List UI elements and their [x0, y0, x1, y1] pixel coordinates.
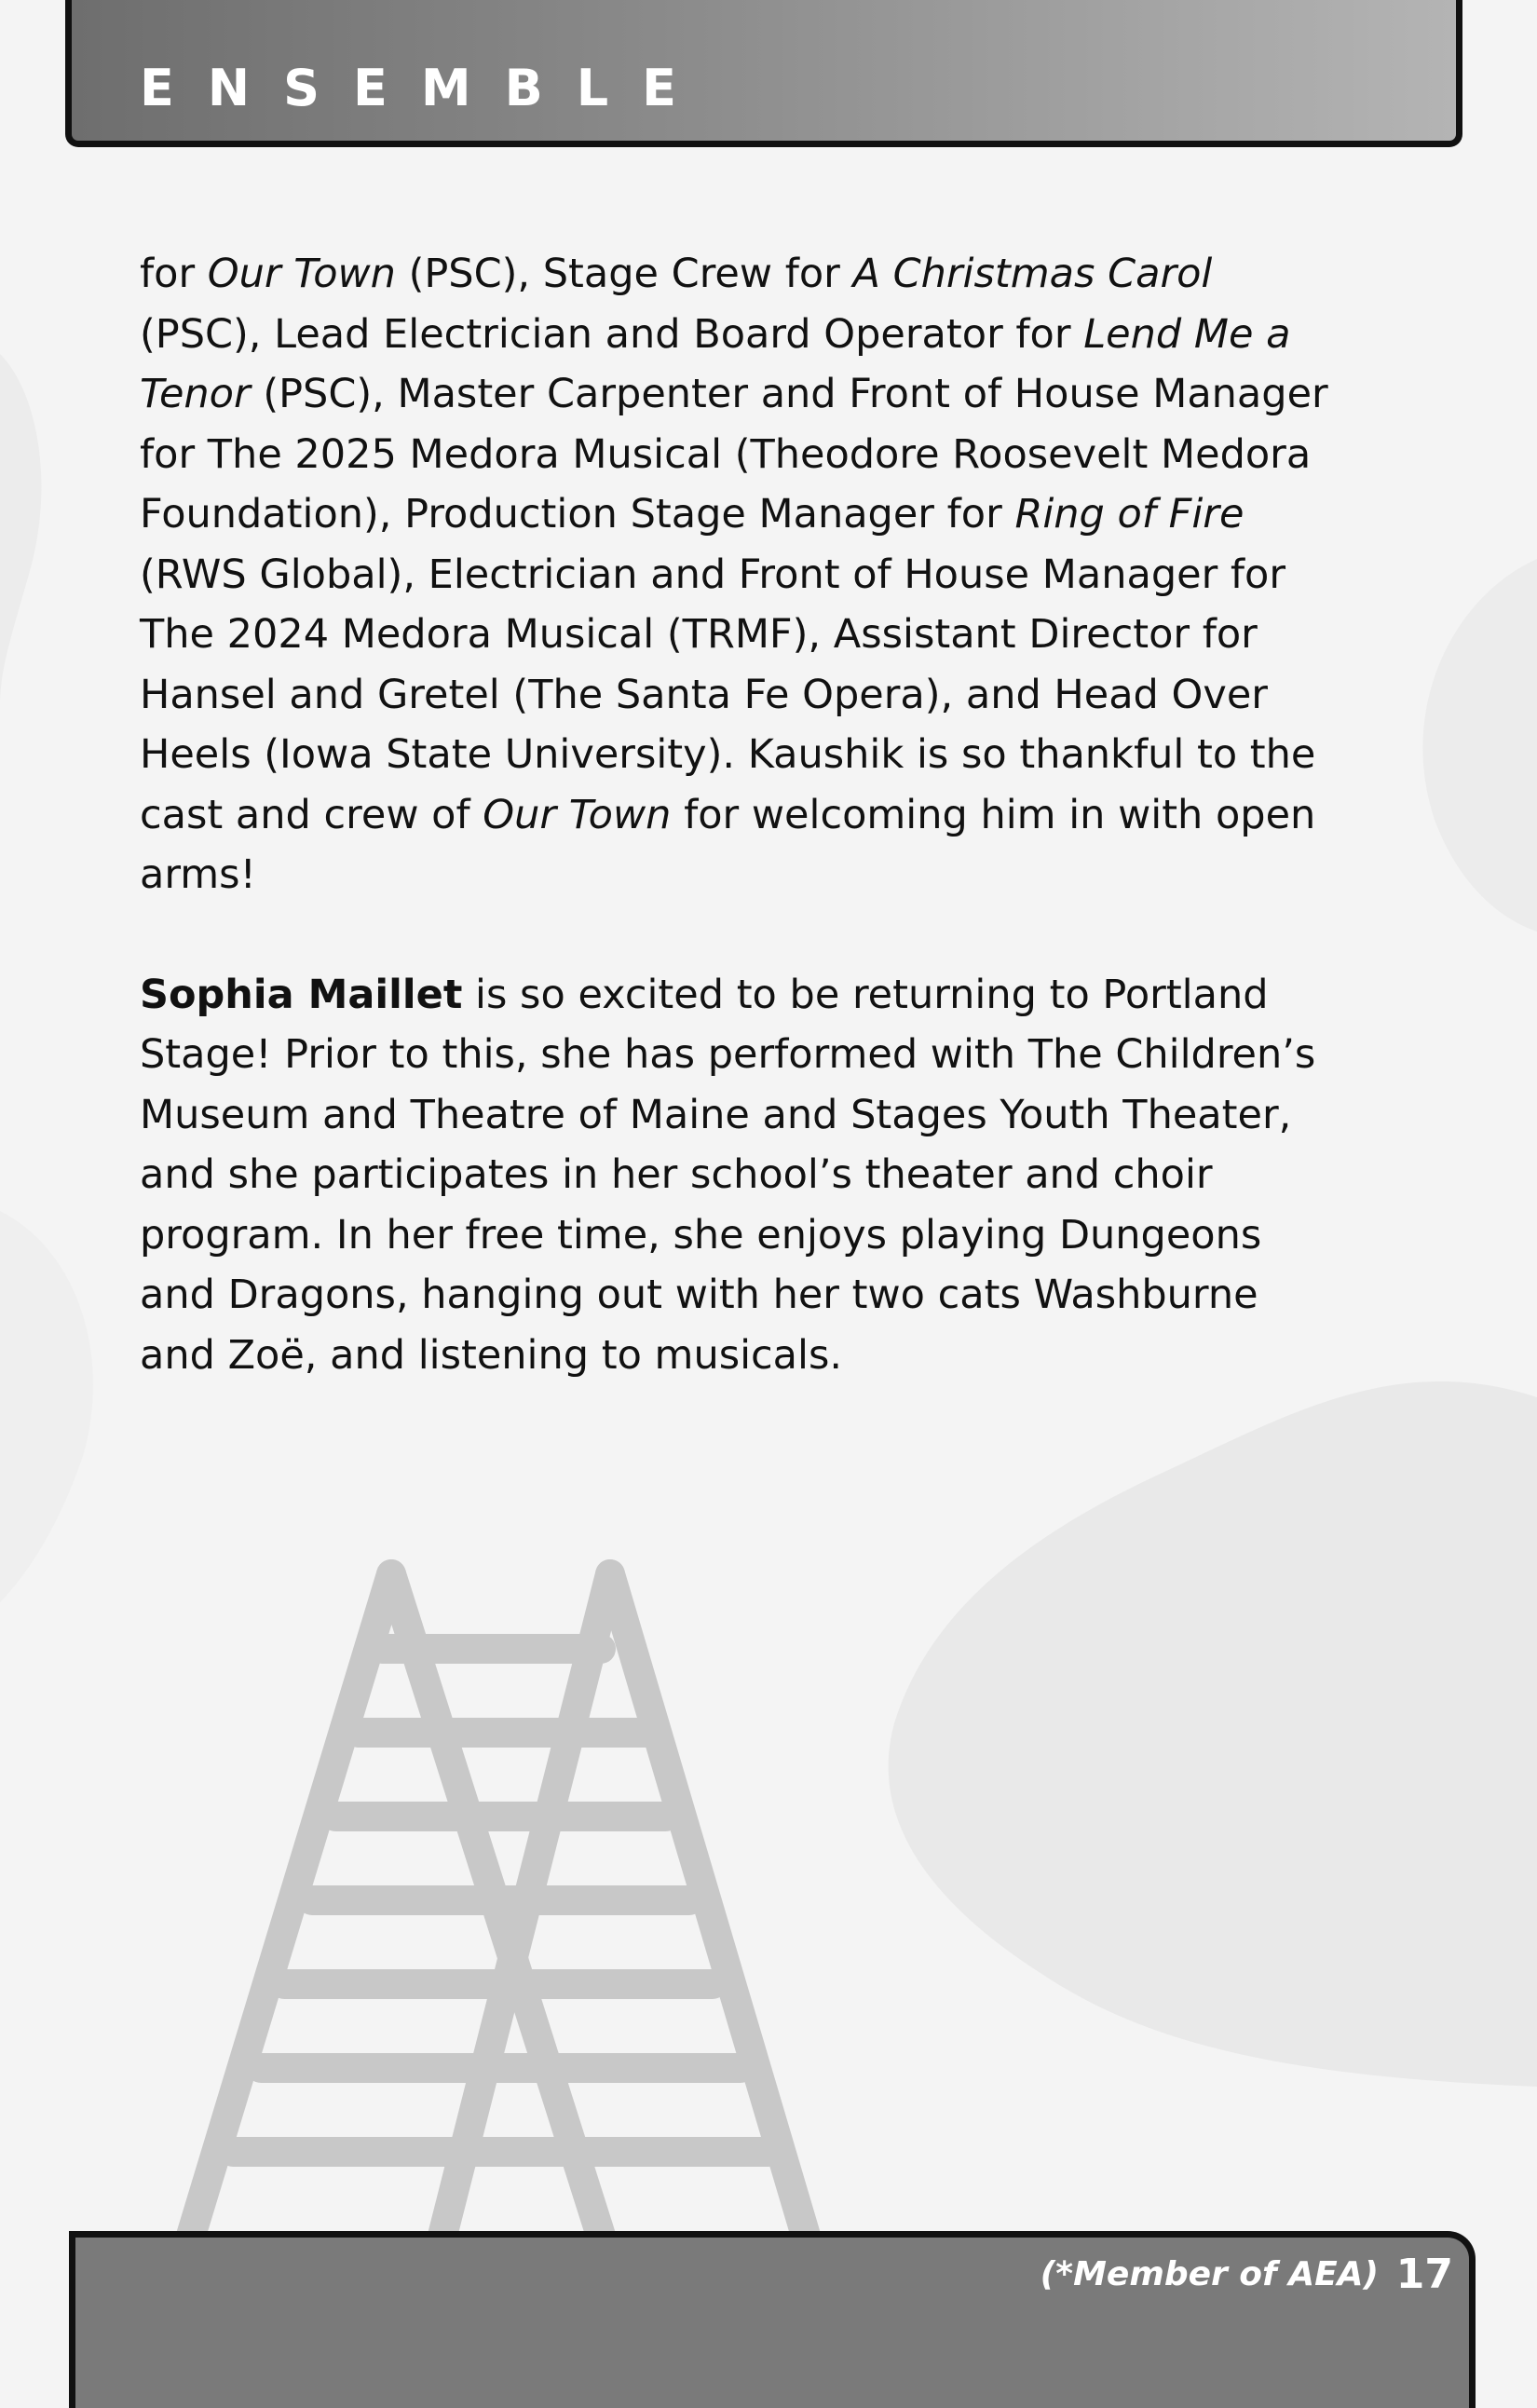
ladder-icon [172, 1546, 843, 2236]
bio-paragraph-sophia [140, 965, 1332, 1386]
bio-content [140, 244, 1332, 1385]
bio-text: (PSC), Stage Crew for [395, 251, 853, 297]
section-title: ENSEMBLE [140, 59, 711, 117]
show-title: A Christmas Carol [852, 251, 1213, 297]
page-number: 17 [1395, 2251, 1453, 2298]
show-title: Lend Me a Tenor [140, 310, 1291, 417]
bio-text: (RWS Global), Electrician and Front of House Manager for The 2024 Medora Musical (TRMF), Assistant Director for Hansel and Gretel (The Santa Fe Opera), and Head Over Heels (Iowa State University). Kaushik is so thankful to the cast and crew of [140, 551, 1316, 838]
bio-text: is so excited to be returning to Portland Stage! Prior to this, she has performed with The Children’s Museum and Theatre of Maine and Stages Youth Theater, and she participates in her school’s theater and choir program. In her free time, she enjoys playing Dungeons and Dragons, hanging out with her two cats Washburne and Zoë, and listening to musicals. [140, 971, 1316, 1379]
bio-text: for welcoming him in with open arms! [140, 791, 1316, 898]
bio-paragraph-kaushik [140, 244, 1332, 905]
performer-name: Sophia Maillet [140, 971, 463, 1018]
bio-text: (PSC), Master Carpenter and Front of House Manager for The 2025 Medora Musical (Theodore Roosevelt Medora Foundation), Production Stage Manager for [140, 371, 1328, 537]
show-title: Our Town [483, 791, 672, 838]
show-title: Our Town [207, 251, 396, 297]
bio-text: for [140, 251, 208, 297]
show-title: Ring of Fire [1014, 491, 1245, 537]
bio-text: (PSC), Lead Electrician and Board Operator for [140, 310, 1084, 358]
footer-note: (*Member of AEA) [1040, 2255, 1379, 2293]
